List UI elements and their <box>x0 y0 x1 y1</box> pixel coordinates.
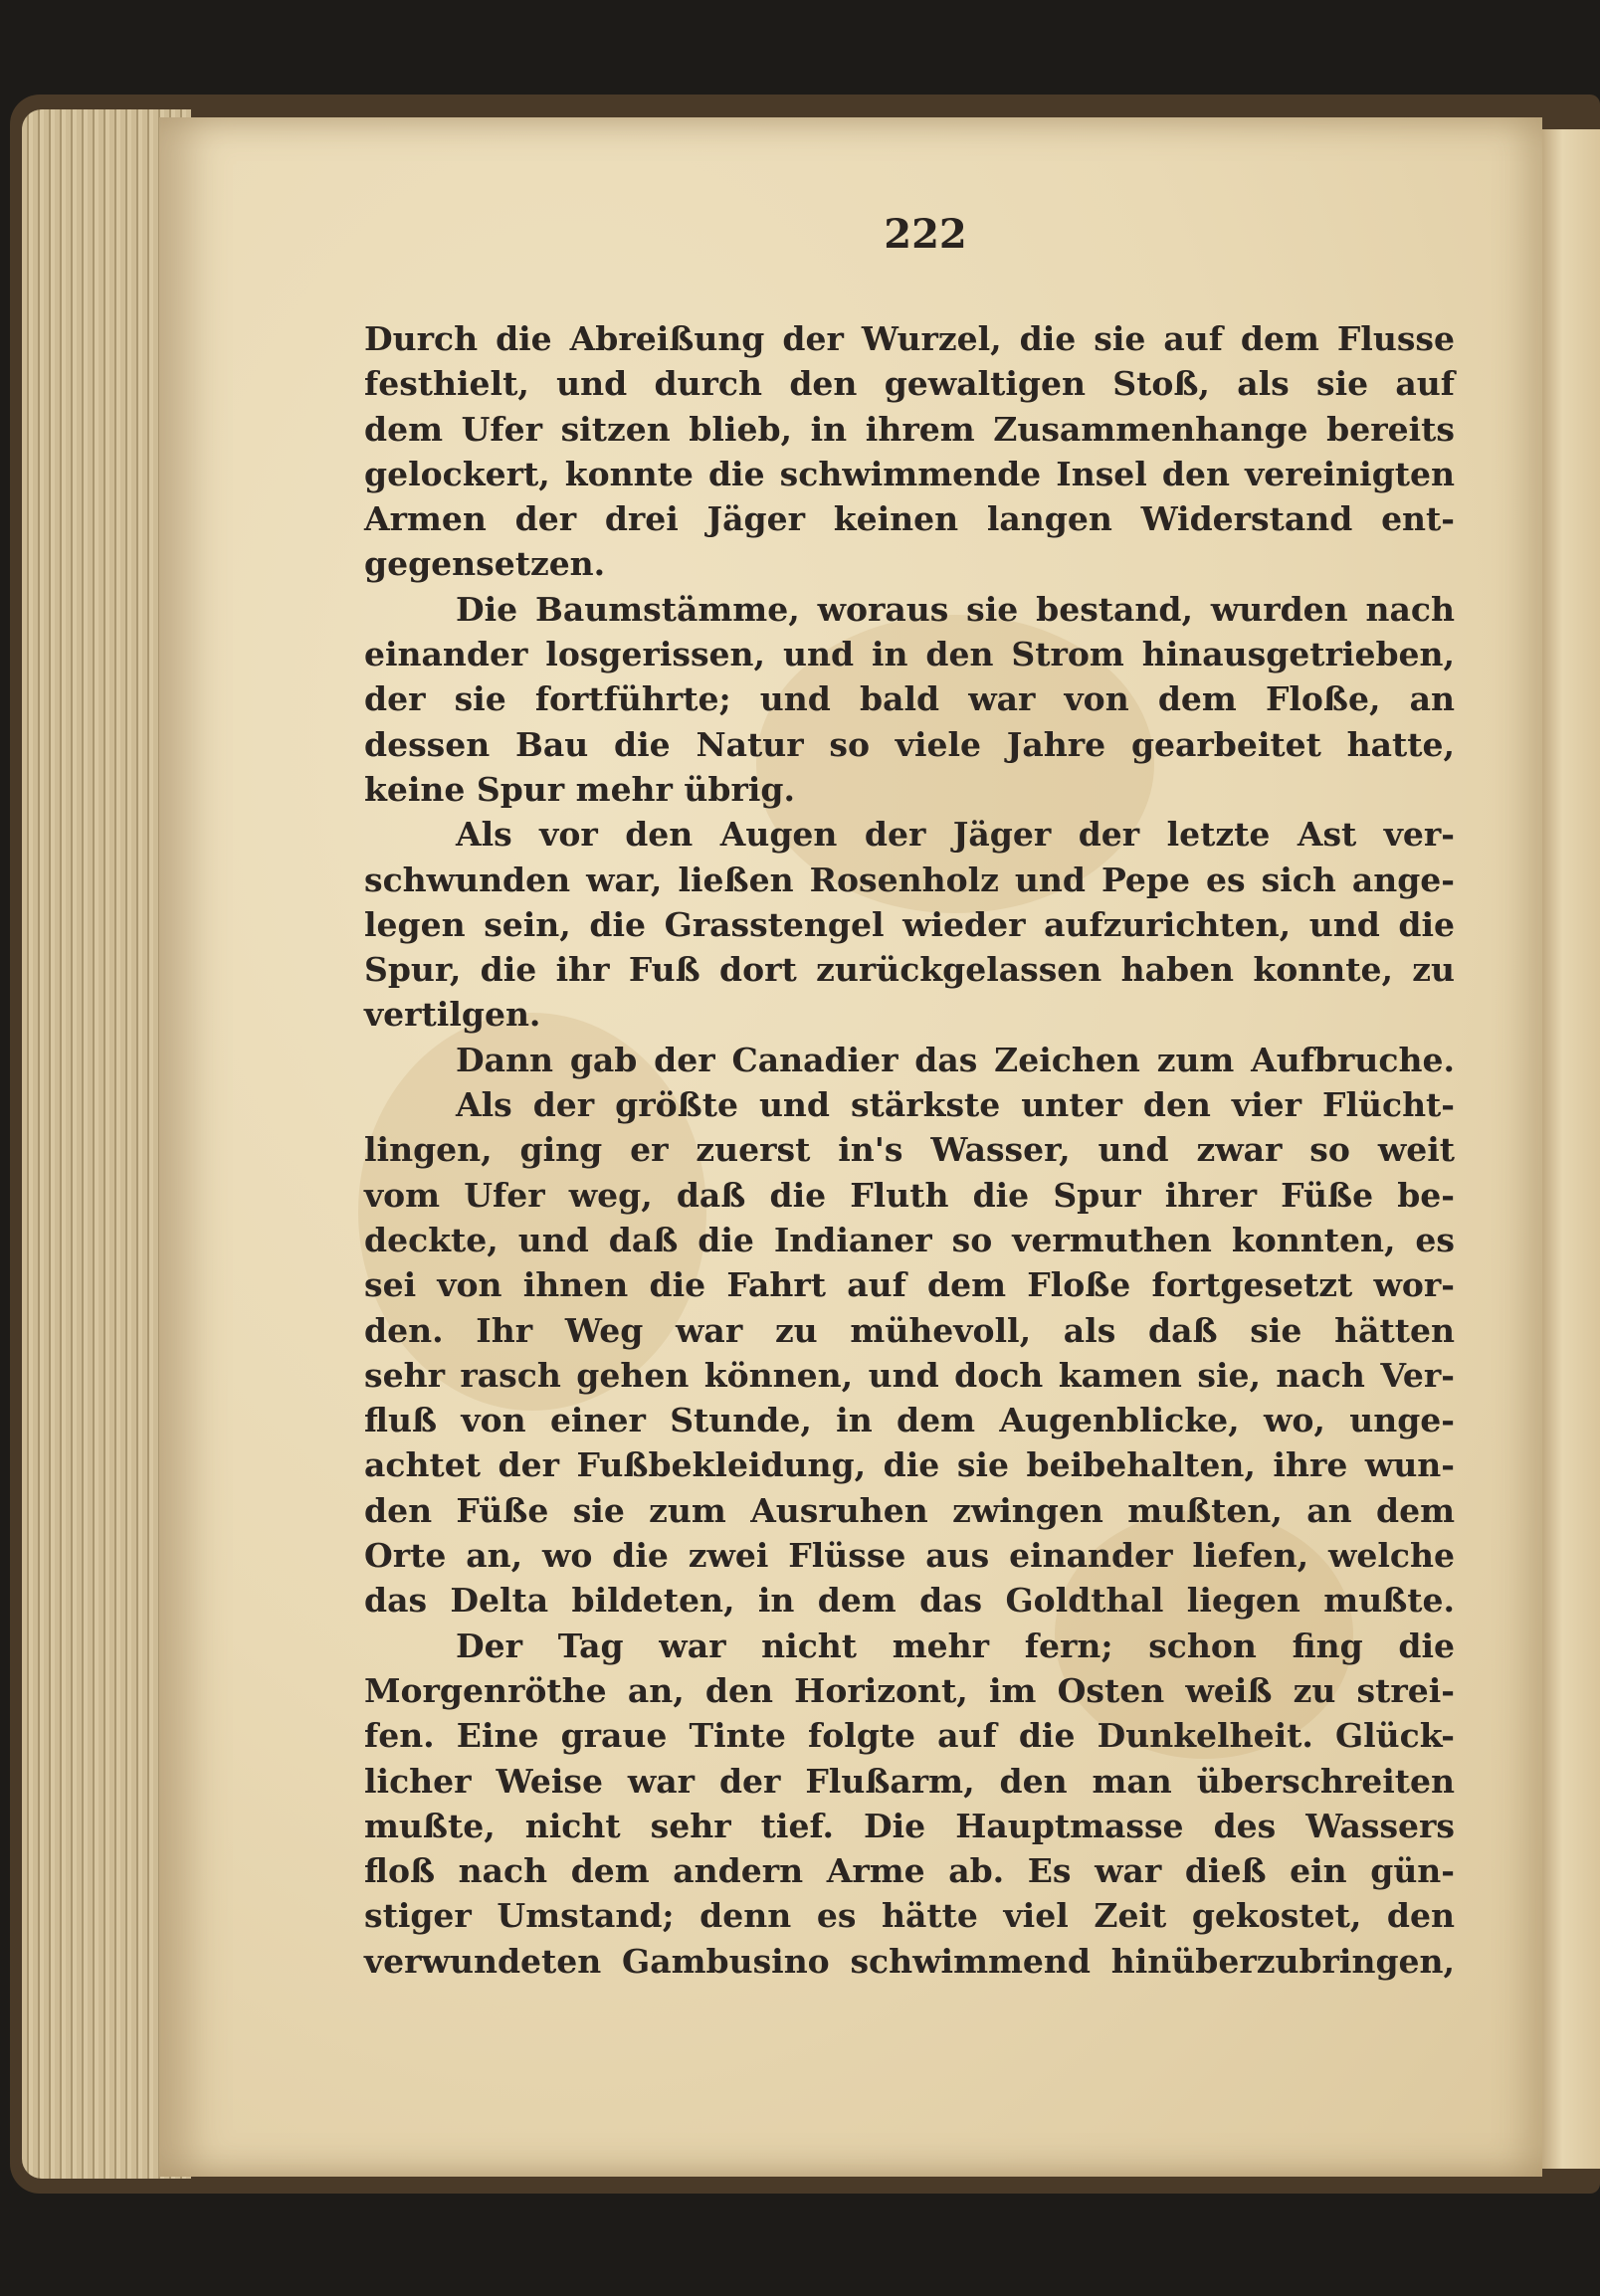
text-line: legen sein, die Grasstengel wieder aufzurichten, und die <box>364 904 1455 944</box>
text-line: dessen Bau die Natur so viele Jahre gearbeitet hatte, <box>364 724 1455 764</box>
text-line: stiger Umstand; denn es hätte viel Zeit gekostet, den <box>364 1896 1455 1936</box>
body-text <box>364 316 1455 1984</box>
text-line: dem Ufer sitzen blieb, in ihrem Zusammenhange bereits <box>364 409 1455 449</box>
text-line: Armen der drei Jäger keinen langen Widerstand ent- <box>364 499 1455 539</box>
text-line: Der Tag war nicht mehr fern; schon fing die <box>456 1626 1455 1665</box>
text-line: den Füße sie zum Ausruhen zwingen mußten, an dem <box>364 1490 1455 1530</box>
text-line: Durch die Abreißung der Wurzel, die sie auf dem Flusse <box>364 319 1455 358</box>
text-line: fluß von einer Stunde, in dem Augenblicke, wo, unge- <box>364 1401 1455 1440</box>
text-line: gelockert, konnte die schwimmende Insel den vereinigten <box>364 454 1455 493</box>
text-line: floß nach dem andern Arme ab. Es war dieß ein gün- <box>364 1851 1455 1891</box>
text-line: einander losgerissen, und in den Strom hinausgetrieben, <box>364 635 1455 674</box>
text-line: Dann gab der Canadier das Zeichen zum Aufbruche. <box>456 1040 1455 1079</box>
text-line: Die Baumstämme, woraus sie bestand, wurden nach <box>456 589 1455 629</box>
facing-page-edge <box>1537 129 1600 2169</box>
text-line: sehr rasch gehen können, und doch kamen sie, nach Ver- <box>364 1355 1455 1395</box>
text-line: fen. Eine graue Tinte folgte auf die Dunkelheit. Glück- <box>364 1716 1455 1756</box>
text-line: Spur, die ihr Fuß dort zurückgelassen haben konnte, zu <box>364 950 1455 990</box>
text-line: schwunden war, ließen Rosenholz und Pepe es sich ange- <box>364 860 1455 899</box>
text-line: verwundeten Gambusino schwimmend hinüberzubringen, <box>364 1941 1455 1981</box>
text-line: keine Spur mehr übrig. <box>364 769 795 809</box>
text-line: lingen, ging er zuerst in's Wasser, und zwar so weit <box>364 1130 1455 1170</box>
text-line: sei von ihnen die Fahrt auf dem Floße fortgesetzt wor- <box>364 1265 1455 1305</box>
text-line: Als vor den Augen der Jäger der letzte Ast ver- <box>456 815 1455 855</box>
text-line: gegensetzen. <box>364 544 606 584</box>
text-line: vertilgen. <box>364 995 541 1035</box>
text-line: achtet der Fußbekleidung, die sie beibehalten, ihre wun- <box>364 1445 1455 1485</box>
text-line: mußte, nicht sehr tief. Die Hauptmasse des Wassers <box>364 1806 1455 1845</box>
text-line: Morgenröthe an, den Horizont, im Osten weiß zu strei- <box>364 1670 1455 1710</box>
text-line: der sie fortführte; und bald war von dem Floße, an <box>364 679 1455 719</box>
text-line: vom Ufer weg, daß die Fluth die Spur ihrer Füße be- <box>364 1175 1455 1215</box>
text-line: das Delta bildeten, in dem das Goldthal liegen mußte. <box>364 1581 1455 1621</box>
text-line: licher Weise war der Flußarm, den man überschreiten <box>364 1761 1455 1801</box>
text-line: Als der größte und stärkste unter den vier Flücht- <box>456 1085 1455 1125</box>
text-line: festhielt, und durch den gewaltigen Stoß, als sie auf <box>364 364 1455 404</box>
text-line: Orte an, wo die zwei Flüsse aus einander liefen, welche <box>364 1536 1455 1576</box>
text-line: den. Ihr Weg war zu mühevoll, als daß sie hätten <box>364 1310 1455 1350</box>
page-number: 222 <box>884 211 967 258</box>
text-line: deckte, und daß die Indianer so vermuthen konnten, es <box>364 1220 1455 1259</box>
